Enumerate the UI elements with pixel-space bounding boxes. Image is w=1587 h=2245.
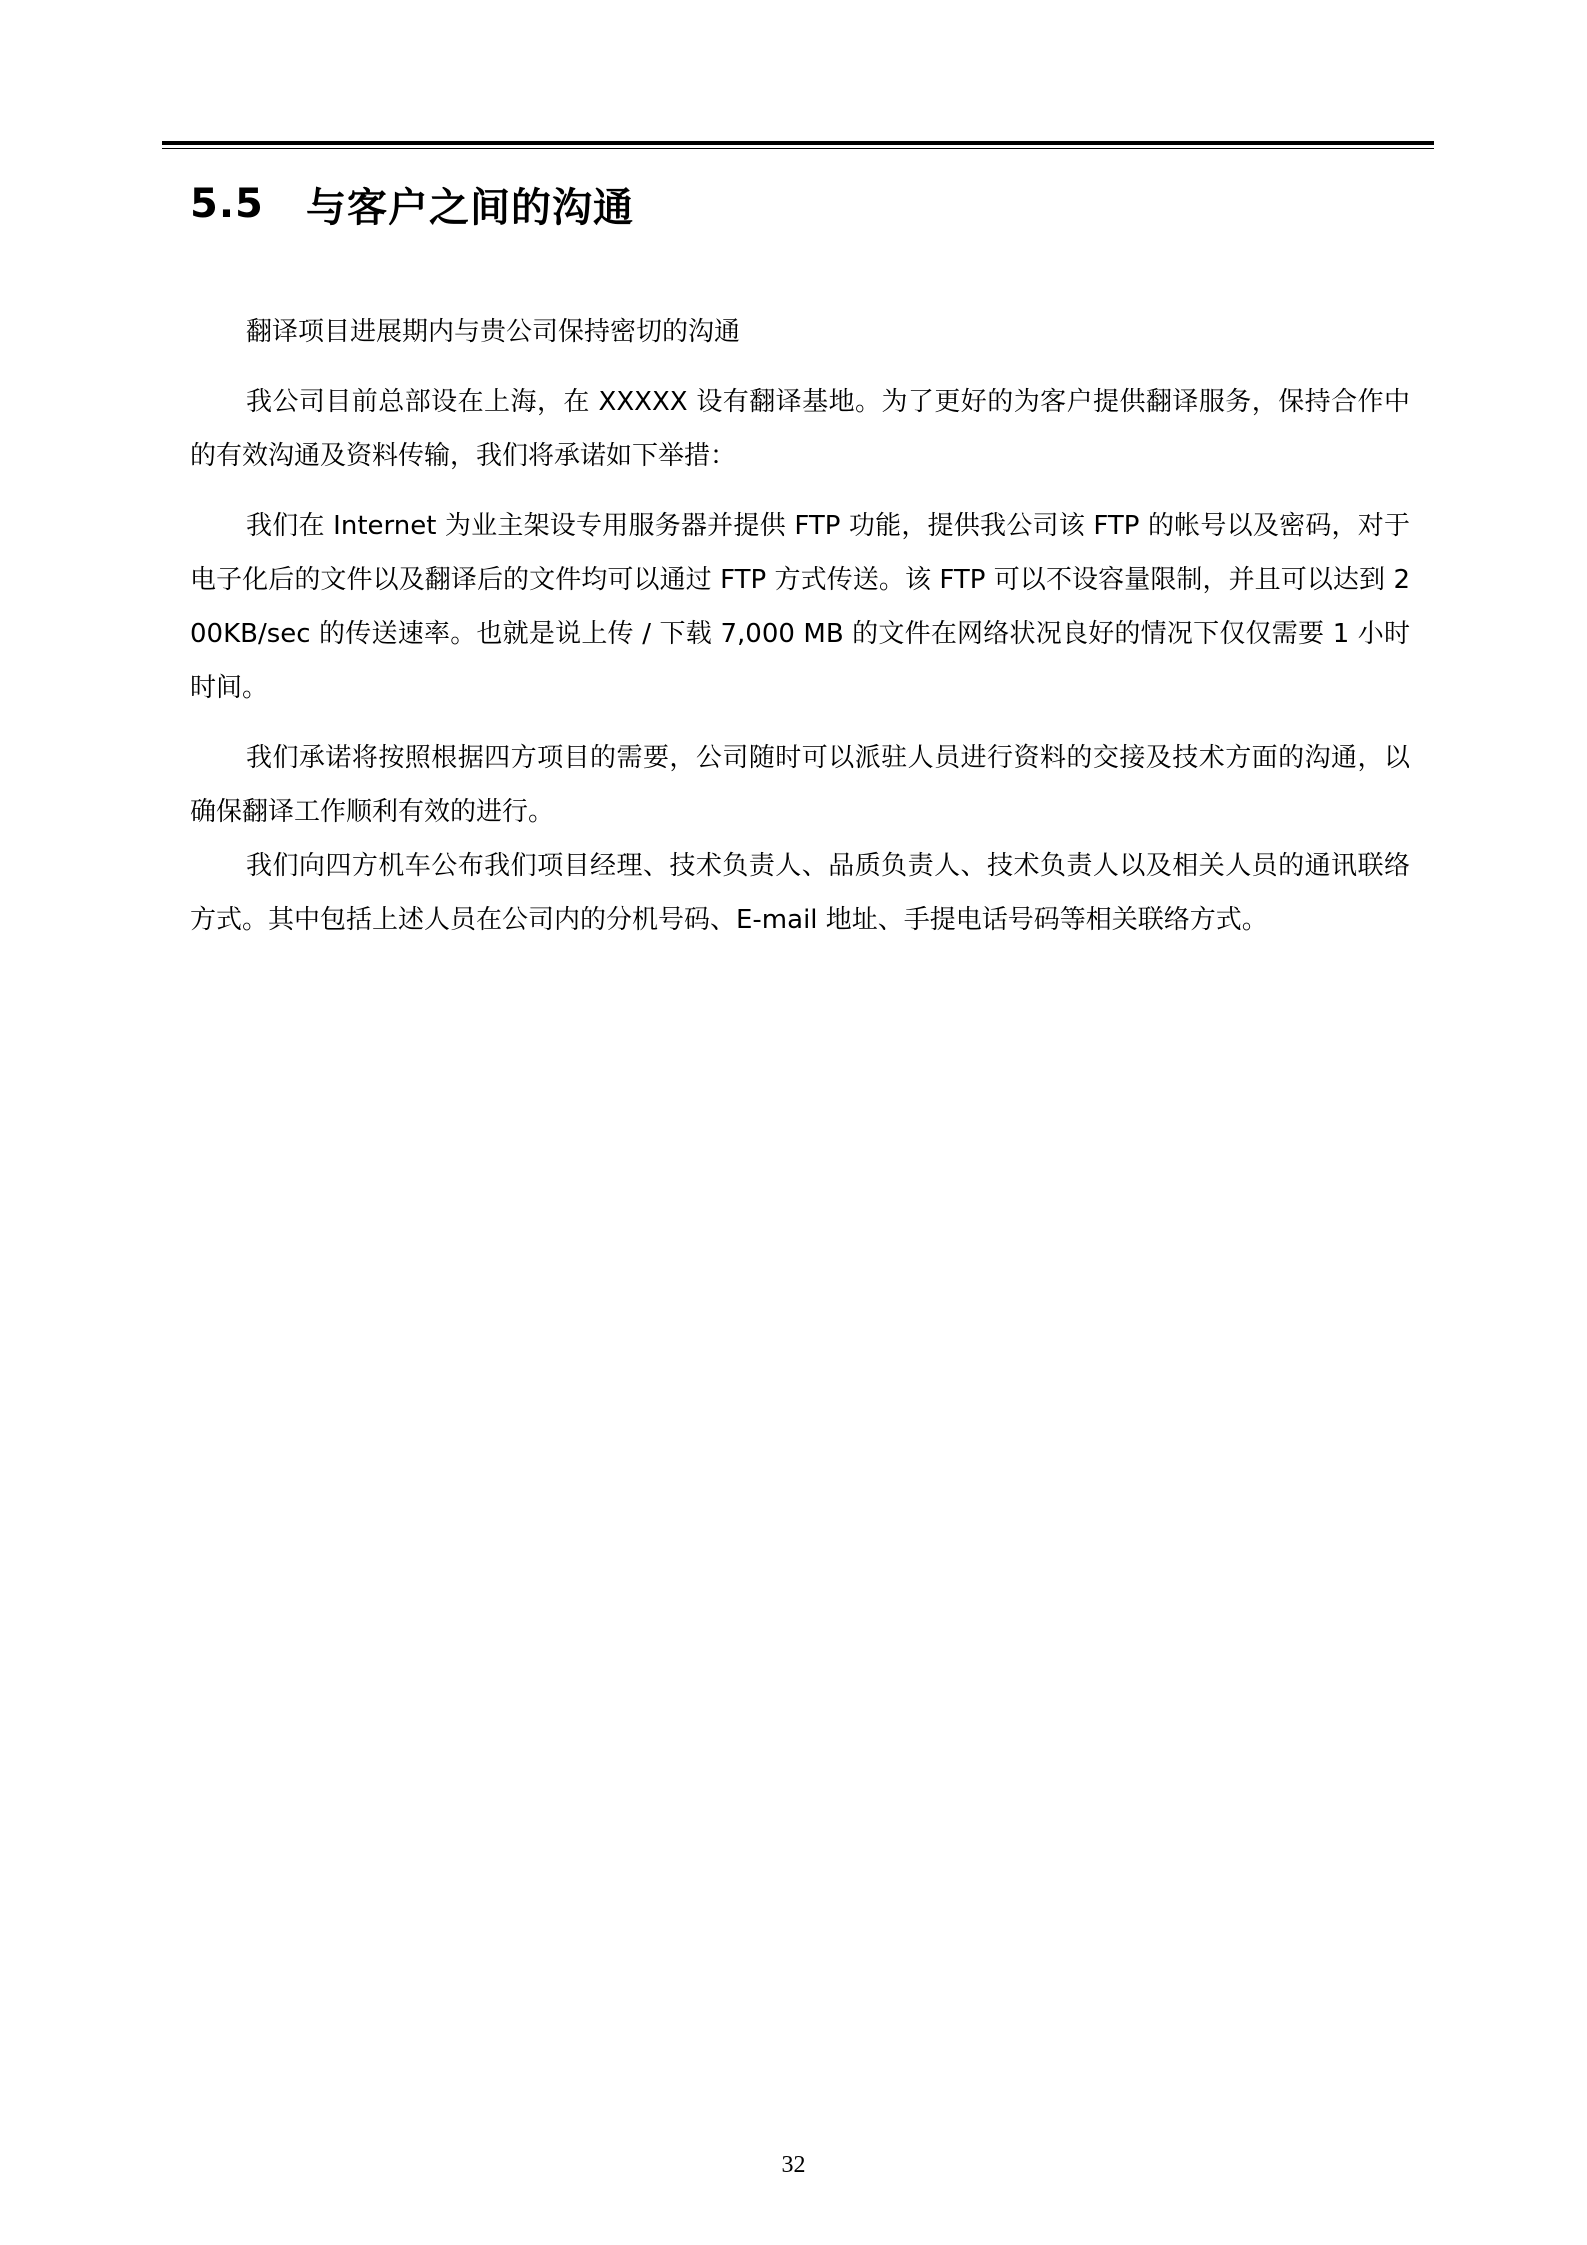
header-rule-thin — [162, 148, 1434, 149]
section-title: 与客户之间的沟通 — [306, 184, 634, 231]
paragraph: 我们承诺将按照根据四方项目的需要，公司随时可以派驻人员进行资料的交接及技术方面的沟通，以确保翻译工作顺利有效的进行。 — [190, 743, 1410, 827]
section-number: 5.5 — [190, 181, 264, 227]
paragraph: 我们向四方机车公布我们项目经理、技术负责人、品质负责人、技术负责人以及相关人员的通讯联络方式。其中包括上述人员在公司内的分机号码、E-mail 地址、手提电话号码等相关联络方式。 — [190, 851, 1410, 935]
paragraph: 我们在 Internet 为业主架设专用服务器并提供 FTP 功能，提供我公司该 FTP 的帐号以及密码，对于电子化后的文件以及翻译后的文件均可以通过 FTP 方式传送。该 FTP 可以不设容量限制，并且可以达到 200KB/sec 的传送速率。也就是说上传 / 下载 7,000 MB 的文件在网络状况良好的情况下仅仅需要 1 小时时间。 — [190, 511, 1410, 703]
paragraph: 我公司目前总部设在上海，在 XXXXX 设有翻译基地。为了更好的为客户提供翻译服务，保持合作中的有效沟通及资料传输，我们将承诺如下举措： — [190, 387, 1410, 471]
header-rule — [162, 141, 1434, 145]
page-number: 32 — [781, 2152, 806, 2178]
body-text — [190, 305, 1410, 947]
paragraph: 翻译项目进展期内与贵公司保持密切的沟通 — [246, 317, 741, 347]
section-heading — [190, 176, 634, 232]
